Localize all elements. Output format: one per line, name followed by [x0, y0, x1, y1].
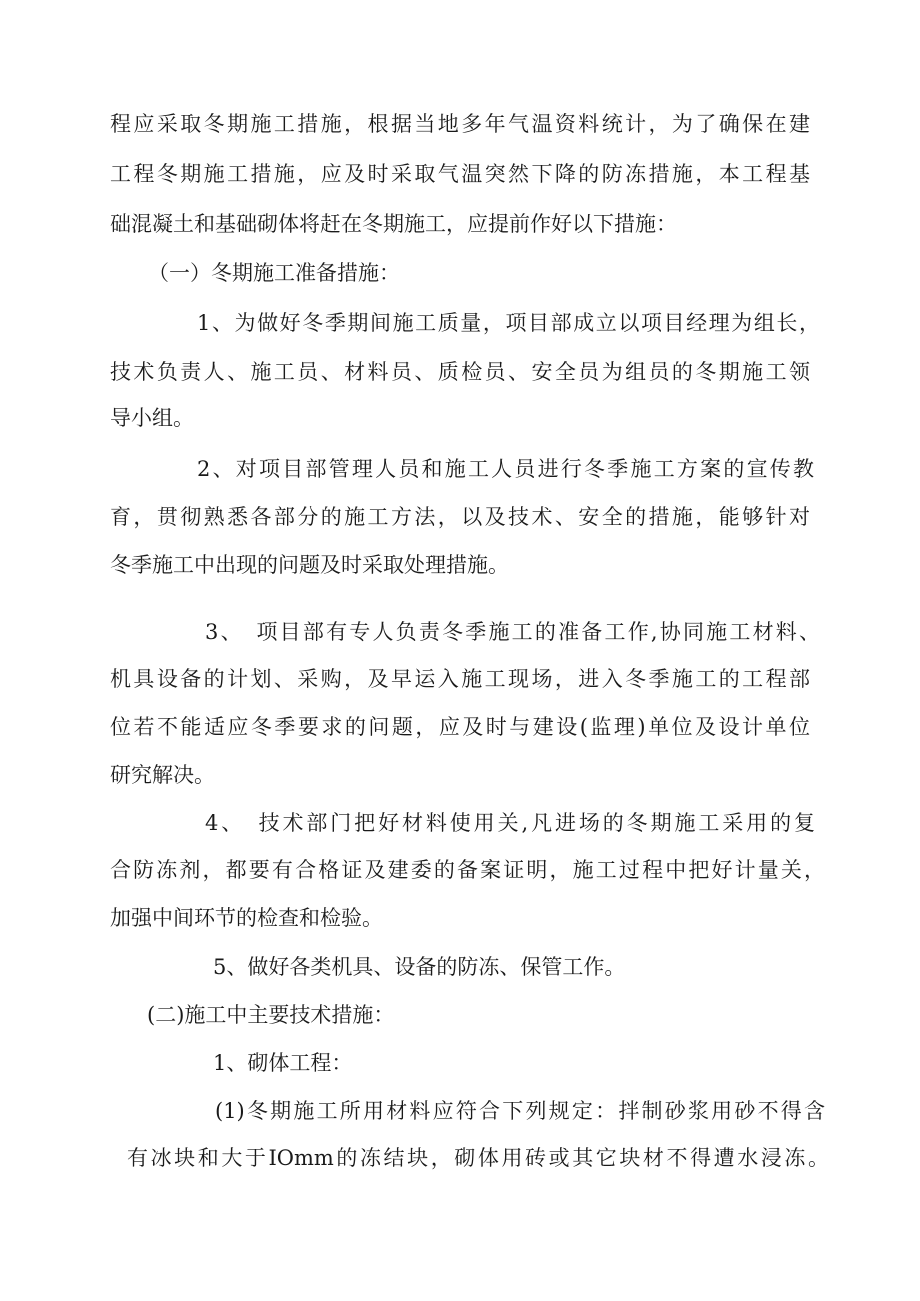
- paragraph-line: 础混凝土和基础砌体将赶在冬期施工，应提前作好以下措施：: [110, 212, 677, 236]
- paragraph-line: 2、对项目部管理人员和施工人员进行冬季施工方案的宣传教: [197, 457, 814, 481]
- paragraph-line: 程应采取冬期施工措施，根据当地多年气温资料统计，为了确保在建: [110, 112, 810, 136]
- paragraph-line: 位若不能适应冬季要求的问题，应及时与建设(监理)单位及设计单位: [110, 715, 810, 739]
- section-heading: （一）冬期施工准备措施：: [148, 261, 400, 285]
- paragraph-line: 合防冻剂，都要有合格证及建委的备案证明，施工过程中把好计量关，: [110, 858, 825, 882]
- paragraph-line: 5、做好各类机具、设备的防冻、保管工作。: [213, 955, 626, 979]
- subsection-heading: 1、砌体工程：: [213, 1051, 353, 1075]
- paragraph-line: 有冰块和大于IOmm的冻结块，砌体用砖或其它块材不得遭水浸冻。: [127, 1146, 829, 1170]
- section-heading: (二)施工中主要技术措施：: [147, 1003, 395, 1027]
- paragraph-line: 工程冬期施工措施，应及时采取气温突然下降的防冻措施，本工程基: [110, 162, 810, 186]
- paragraph-line: (1)冬期施工所用材料应符合下列规定：拌制砂浆用砂不得含: [215, 1099, 825, 1123]
- paragraph-line: 4、 技术部门把好材料使用关,凡进场的冬期施工采用的复: [205, 811, 815, 835]
- paragraph-line: 导小组。: [110, 406, 194, 430]
- paragraph-line: 1、为做好冬季期间施工质量，项目部成立以项目经理为组长，: [197, 311, 820, 335]
- paragraph-line: 加强中间环节的检查和检验。: [110, 906, 383, 930]
- paragraph-line: 技术负责人、施工员、材料员、质检员、安全员为组员的冬期施工领: [110, 360, 810, 384]
- paragraph-line: 3、 项目部有专人负责冬季施工的准备工作,协同施工材料、: [205, 620, 820, 644]
- paragraph-line: 机具设备的计划、采购，及早运入施工现场，进入冬季施工的工程部: [110, 667, 810, 691]
- paragraph-line: 育，贯彻熟悉各部分的施工方法，以及技术、安全的措施，能够针对: [110, 505, 810, 529]
- paragraph-line: 冬季施工中出现的问题及时采取处理措施。: [110, 553, 509, 577]
- paragraph-line: 研究解决。: [110, 763, 215, 787]
